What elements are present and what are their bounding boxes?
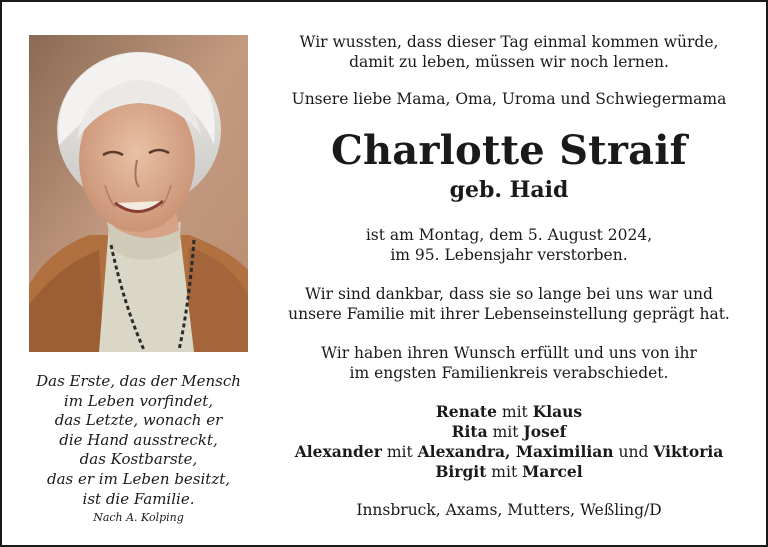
mourner-name: Rita <box>451 422 488 441</box>
conjunction: mit <box>492 423 519 441</box>
places-line: Innsbruck, Axams, Mutters, Weßling/D <box>356 501 662 519</box>
intro-line-1: Wir wussten, dass dieser Tag einmal kommen würde, <box>299 33 719 51</box>
portrait-photo <box>29 35 248 352</box>
maiden-name: geb. Haid <box>449 177 569 203</box>
death-line-1: ist am Montag, dem 5. August 2024, <box>365 226 653 244</box>
deceased-name: Charlotte Straif <box>330 127 688 174</box>
mourner-name: Birgit <box>435 462 487 481</box>
intro-line-2: damit zu leben, müssen wir noch lernen. <box>349 53 669 71</box>
gratitude-line-1: Wir sind dankbar, dass sie so lange bei uns war und <box>305 285 713 303</box>
mourner-name: Klaus <box>532 402 583 421</box>
poem <box>29 372 248 525</box>
conjunction: mit <box>386 443 413 461</box>
conjunction: und <box>618 443 649 461</box>
gratitude-line-2: unsere Familie mit ihrer Lebenseinstellung geprägt hat. <box>288 305 730 323</box>
farewell-line-1: Wir haben ihren Wunsch erfüllt und uns von ihr <box>321 344 697 362</box>
death-line-2: im 95. Lebensjahr verstorben. <box>390 246 628 264</box>
poem-line: ist die Familie. <box>82 489 195 508</box>
poem-line: das er im Leben besitzt, <box>46 469 231 488</box>
farewell-line-2: im engsten Familienkreis verabschiedet. <box>349 364 669 382</box>
mourner-name: Alexandra, Maximilian <box>417 442 614 461</box>
mourner-name: Viktoria <box>653 442 724 461</box>
mourner-row <box>264 442 754 462</box>
poem-line: die Hand ausstreckt, <box>59 430 218 449</box>
mourner-name: Alexander <box>294 442 382 461</box>
poem-line: Das Erste, das der Mensch <box>36 372 241 390</box>
poem-line: das Letzte, wonach er <box>54 411 223 430</box>
mourner-name: Josef <box>523 422 567 441</box>
portrait-image <box>29 35 248 352</box>
mourner-row <box>264 462 754 482</box>
notice-text <box>264 32 754 520</box>
conjunction: mit <box>501 403 528 421</box>
poem-source: Nach A. Kolping <box>93 511 184 525</box>
mourner-name: Marcel <box>522 462 583 481</box>
poem-line: das Kostbarste, <box>79 450 198 469</box>
mourner-name: Renate <box>435 402 497 421</box>
conjunction: mit <box>491 463 518 481</box>
mourner-row <box>264 402 754 422</box>
relation-line: Unsere liebe Mama, Oma, Uroma und Schwiegermama <box>291 90 727 108</box>
mourner-row <box>264 422 754 442</box>
poem-line: im Leben vorfindet, <box>63 391 214 410</box>
